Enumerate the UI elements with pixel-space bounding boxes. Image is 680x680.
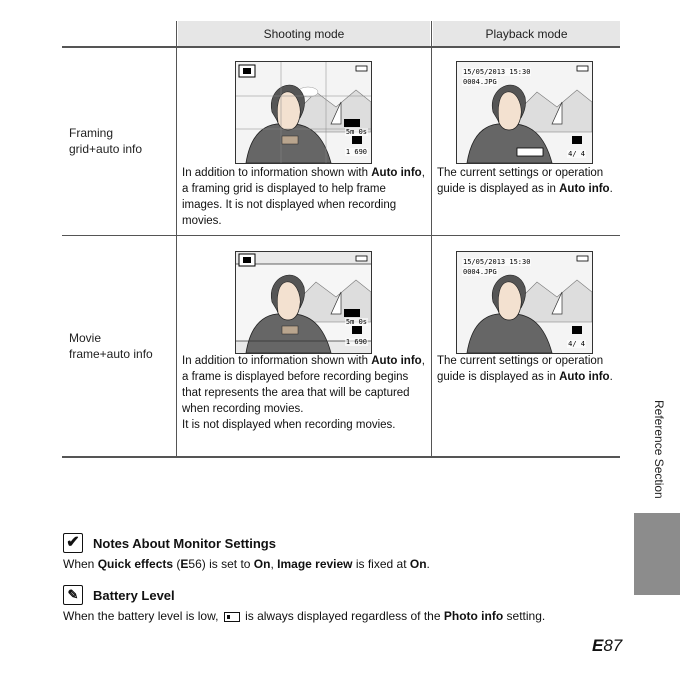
note-body: When Quick effects (E56) is set to On, Image review is fixed at On. bbox=[63, 557, 430, 571]
camera-screen-playback bbox=[456, 61, 593, 164]
page-number: E87 bbox=[592, 636, 623, 655]
shooting-description: In addition to information shown with Auto info, a frame is displayed before recording begins that represents the area that will be captured when recording movies. It is not displayed when recording movies. bbox=[182, 355, 425, 431]
exposures-remaining: 1 690 bbox=[345, 338, 367, 346]
row-label-line: grid+auto info bbox=[69, 142, 143, 156]
table-divider bbox=[176, 21, 177, 457]
row-label-movie bbox=[69, 330, 153, 362]
camera-screen-shooting-grid bbox=[235, 61, 372, 164]
image-index-readout: 4/ 4 bbox=[568, 340, 585, 348]
row-label-framing bbox=[69, 125, 142, 157]
header-shooting-mode: Shooting mode bbox=[178, 21, 430, 46]
row-label-line: frame+auto info bbox=[69, 347, 153, 361]
shooting-description: In addition to information shown with Auto info, a framing grid is displayed to help frame images. It is not displayed when recording movies. bbox=[182, 167, 425, 227]
reference-e-icon: E bbox=[180, 557, 189, 571]
reference-e-icon: E bbox=[592, 636, 604, 655]
image-index-readout: 4/ 4 bbox=[568, 150, 585, 158]
remaining-time-readout: 5m 0s bbox=[345, 128, 367, 136]
file-name-readout: 0004.JPG bbox=[463, 268, 497, 276]
battery-low-icon bbox=[224, 612, 240, 622]
playback-description: The current settings or operation guide is displayed as in Auto info. bbox=[437, 167, 613, 195]
file-name-readout: 0004.JPG bbox=[463, 78, 497, 86]
note-body: When the battery level is low, is always displayed regardless of the Photo info setting. bbox=[63, 609, 546, 623]
date-time-readout: 15/05/2013 15:30 bbox=[463, 258, 531, 266]
table-divider bbox=[431, 21, 432, 457]
check-mark-icon: ✔ bbox=[63, 533, 83, 553]
pencil-icon: ✎ bbox=[63, 585, 83, 605]
table-rule bbox=[62, 456, 620, 458]
camera-screen-shooting-movie-frame bbox=[235, 251, 372, 354]
section-label: Reference Section bbox=[652, 400, 666, 499]
camera-screen-playback bbox=[456, 251, 593, 354]
playback-description: The current settings or operation guide is displayed as in Auto info. bbox=[437, 355, 613, 383]
table-rule bbox=[62, 235, 620, 236]
remaining-time-readout: 5m 0s bbox=[345, 318, 367, 326]
header-playback-mode: Playback mode bbox=[433, 21, 620, 46]
row-label-line: Movie bbox=[69, 331, 102, 345]
note-title: Battery Level bbox=[93, 588, 175, 603]
table-rule bbox=[62, 46, 620, 48]
note-title: Notes About Monitor Settings bbox=[93, 536, 276, 551]
row-label-line: Framing bbox=[69, 126, 114, 140]
section-tab bbox=[634, 513, 680, 595]
date-time-readout: 15/05/2013 15:30 bbox=[463, 68, 531, 76]
exposures-remaining: 1 690 bbox=[345, 148, 367, 156]
